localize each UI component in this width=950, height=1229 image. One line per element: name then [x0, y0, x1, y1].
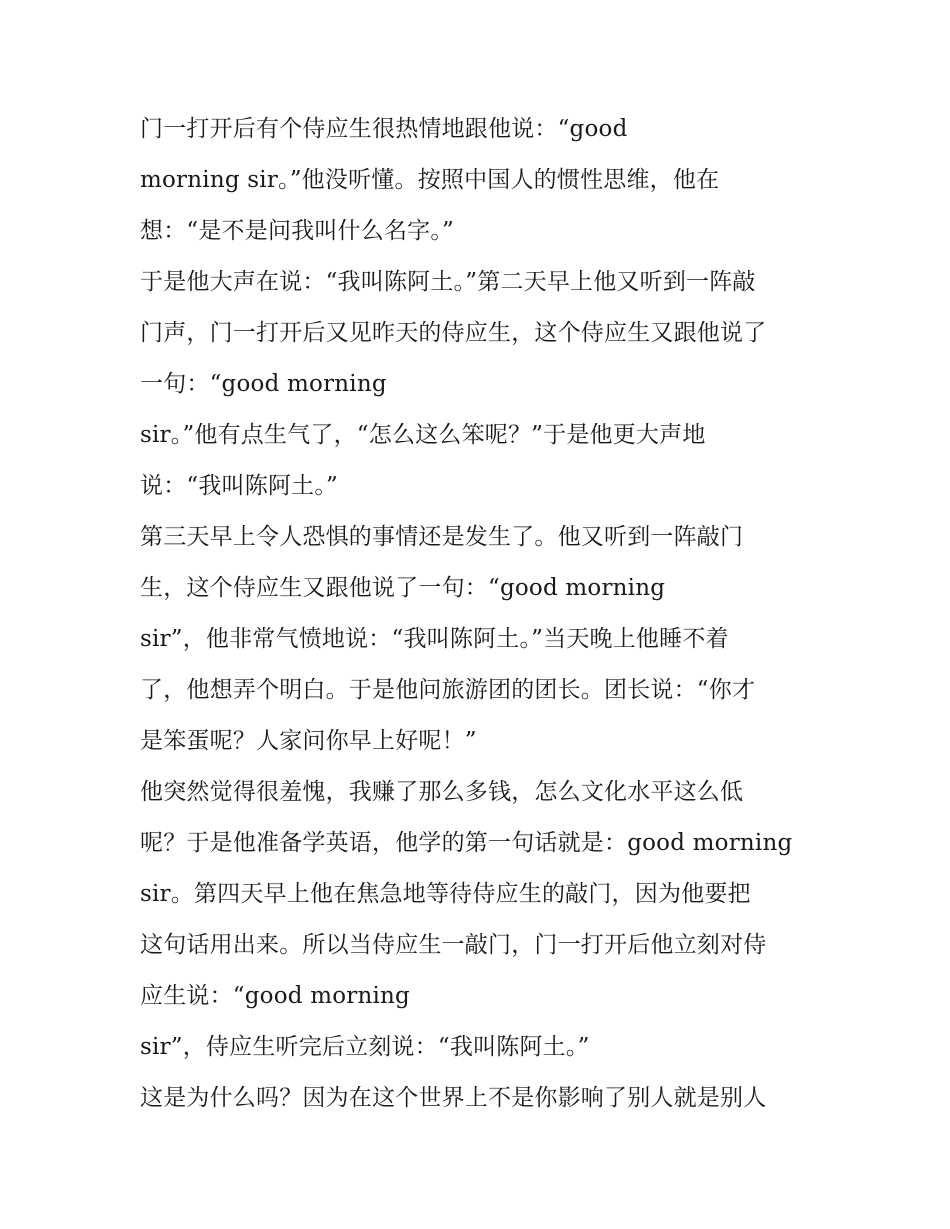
- story-text: [140, 104, 820, 1124]
- text-line: 这句话用出来。所以当侍应生一敲门，门一打开后他立刻对侍: [140, 932, 767, 958]
- text-line: 一句：“good morning: [140, 371, 387, 397]
- text-line: 说：“我叫陈阿土。”: [140, 473, 339, 499]
- text-line: 于是他大声在说：“我叫陈阿土。”第二天早上他又听到一阵敲: [140, 269, 756, 295]
- text-line: sir。第四天早上他在焦急地等待侍应生的敲门，因为他要把: [140, 881, 751, 907]
- text-line: 想：“是不是问我叫什么名字。”: [140, 218, 455, 244]
- text-line: morning sir。”他没听懂。按照中国人的惯性思维，他在: [140, 167, 720, 193]
- text-line: 这是为什么吗？因为在这个世界上不是你影响了别人就是别人: [140, 1085, 767, 1111]
- text-line: 应生说：“good morning: [140, 983, 410, 1009]
- text-line: sir。”他有点生气了，“怎么这么笨呢？”于是他更大声地: [140, 422, 706, 448]
- text-line: 门一打开后有个侍应生很热情地跟他说：“good: [140, 116, 628, 142]
- text-line: 第三天早上令人恐惧的事情还是发生了。他又听到一阵敲门: [140, 524, 744, 550]
- text-line: 生，这个侍应生又跟他说了一句：“good morning: [140, 575, 666, 601]
- text-line: 他突然觉得很羞愧，我赚了那么多钱，怎么文化水平这么低: [140, 779, 744, 805]
- text-line: 是笨蛋呢？人家问你早上好呢！”: [140, 728, 477, 754]
- text-line: 了，他想弄个明白。于是他问旅游团的团长。团长说：“你才: [140, 677, 756, 703]
- text-line: 呢？于是他准备学英语，他学的第一句话就是：good morning: [140, 830, 793, 856]
- text-line: 门声，门一打开后又见昨天的侍应生，这个侍应生又跟他说了: [140, 320, 767, 346]
- text-line: sir”，他非常气愤地说：“我叫陈阿土。”当天晚上他睡不着: [140, 626, 729, 652]
- text-line: sir”，侍应生听完后立刻说：“我叫陈阿土。”: [140, 1034, 590, 1060]
